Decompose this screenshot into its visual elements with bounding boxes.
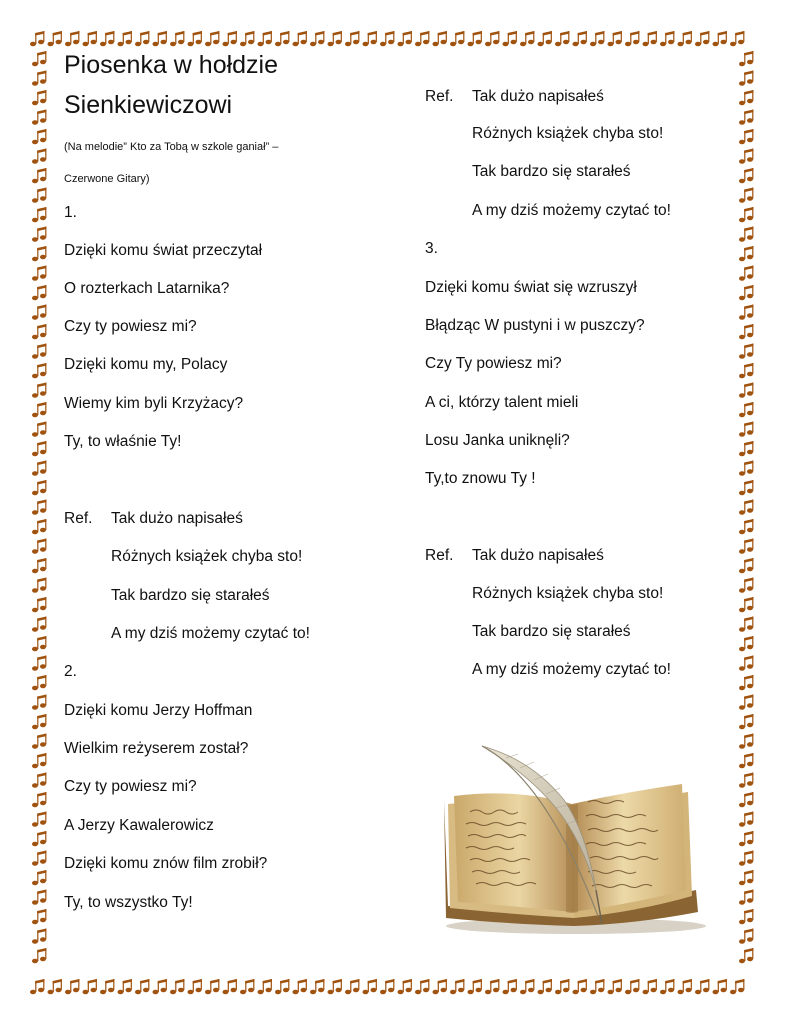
music-note-icon [739,168,753,183]
music-note-icon [739,539,753,554]
music-note-icon [739,480,753,495]
verse-1-line: Dzięki komu my, Polacy [64,356,228,373]
music-note-icon [739,558,753,573]
music-note-icon [32,519,46,534]
music-note-icon [32,773,46,788]
refrain-line: Tak bardzo się starałeś [111,587,270,604]
music-note-border-left [30,28,52,998]
music-note-border-bottom [30,976,759,998]
music-note-icon [32,890,46,905]
music-note-icon [739,831,753,846]
verse-1-line: Wiemy kim byli Krzyżacy? [64,395,244,412]
refrain-label: Ref. [425,547,454,564]
music-note-icon [643,31,657,46]
music-note-icon [32,695,46,710]
music-note-icon [32,441,46,456]
music-note-icon [739,110,753,125]
music-note-icon [739,714,753,729]
music-note-icon [555,979,569,994]
music-note-icon [32,714,46,729]
music-note-icon [328,31,342,46]
music-note-icon [32,500,46,515]
music-note-icon [739,734,753,749]
verse-2-number: 2. [64,663,77,680]
music-note-icon [739,909,753,924]
music-note-icon [32,246,46,261]
music-note-icon [32,149,46,164]
music-note-icon [739,812,753,827]
refrain-label: Ref. [425,88,454,105]
music-note-icon [32,461,46,476]
music-note-icon [608,31,622,46]
music-note-icon [739,695,753,710]
music-note-icon [32,558,46,573]
subtitle-line-2: Czerwone Gitary) [64,173,150,185]
music-note-icon [32,110,46,125]
music-note-icon [32,792,46,807]
music-note-icon [32,305,46,320]
music-note-icon [32,948,46,963]
music-note-border-right [737,28,759,998]
music-note-icon [739,461,753,476]
refrain-label: Ref. [64,510,93,527]
music-note-icon [275,979,289,994]
music-note-icon [739,129,753,144]
music-note-icon [678,979,692,994]
music-note-icon [730,31,744,46]
music-note-icon [625,979,639,994]
verse-3-line: Losu Janka uniknęli? [425,432,570,449]
music-note-icon [32,90,46,105]
page-title-line-2: Sienkiewiczowi [64,91,233,119]
music-note-icon [739,441,753,456]
music-note-icon [573,31,587,46]
music-note-icon [65,31,79,46]
music-note-icon [30,979,44,994]
verse-2-line: Czy ty powiesz mi? [64,778,197,795]
music-note-icon [713,979,727,994]
music-note-icon [310,979,324,994]
verse-2-line: Dzięki komu Jerzy Hoffman [64,702,253,719]
music-note-icon [65,979,79,994]
music-note-icon [275,31,289,46]
refrain-line: Różnych książek chyba sto! [472,125,664,142]
music-note-icon [30,31,44,46]
music-note-icon [345,31,359,46]
refrain-line: A my dziś możemy czytać to! [472,661,671,678]
music-note-icon [739,890,753,905]
music-note-icon [293,31,307,46]
music-note-icon [695,979,709,994]
music-note-icon [678,31,692,46]
music-note-icon [660,979,674,994]
music-note-icon [32,344,46,359]
music-note-icon [328,979,342,994]
music-note-icon [32,831,46,846]
music-note-icon [32,753,46,768]
music-note-icon [739,578,753,593]
music-note-icon [32,870,46,885]
music-note-icon [32,929,46,944]
music-note-icon [32,422,46,437]
verse-2-line: Dzięki komu znów film zrobił? [64,855,268,872]
music-note-icon [310,31,324,46]
music-note-icon [380,979,394,994]
music-note-icon [739,324,753,339]
music-note-icon [32,480,46,495]
music-note-icon [32,636,46,651]
music-note-icon [398,979,412,994]
music-note-icon [32,851,46,866]
music-note-icon [555,31,569,46]
music-note-icon [32,324,46,339]
verse-2-line: A Jerzy Kawalerowicz [64,817,214,834]
music-note-icon [398,31,412,46]
music-note-icon [739,51,753,66]
music-note-icon [240,31,254,46]
music-note-icon [739,597,753,612]
music-note-icon [48,31,62,46]
open-book-with-quill-icon [436,740,708,936]
verse-3-line: Czy Ty powiesz mi? [425,355,562,372]
music-note-icon [188,979,202,994]
music-note-icon [739,383,753,398]
music-note-icon [32,597,46,612]
music-note-icon [223,31,237,46]
music-note-icon [739,773,753,788]
music-note-icon [739,792,753,807]
refrain-line: Tak bardzo się starałeś [472,163,631,180]
verse-1-line: Czy ty powiesz mi? [64,318,197,335]
music-note-icon [739,948,753,963]
refrain-line: Tak dużo napisałeś [472,547,604,564]
music-note-icon [468,979,482,994]
music-note-icon [100,31,114,46]
music-note-icon [590,979,604,994]
refrain-line: Różnych książek chyba sto! [472,585,664,602]
music-note-icon [739,500,753,515]
music-note-icon [739,227,753,242]
verse-1-line: Ty, to właśnie Ty! [64,433,182,450]
music-note-icon [739,207,753,222]
music-note-icon [415,31,429,46]
music-note-icon [32,227,46,242]
music-note-icon [135,31,149,46]
music-note-icon [450,31,464,46]
music-note-icon [739,753,753,768]
music-note-icon [538,979,552,994]
music-note-icon [739,402,753,417]
music-note-icon [739,71,753,86]
music-note-icon [32,266,46,281]
refrain-line: A my dziś możemy czytać to! [472,202,671,219]
music-note-icon [83,979,97,994]
music-note-icon [118,979,132,994]
music-note-icon [32,168,46,183]
music-note-icon [170,979,184,994]
music-note-icon [153,31,167,46]
music-note-icon [739,344,753,359]
music-note-icon [739,519,753,534]
music-note-icon [83,31,97,46]
music-note-icon [32,363,46,378]
music-note-icon [739,188,753,203]
music-note-icon [32,383,46,398]
music-note-icon [643,979,657,994]
music-note-icon [739,422,753,437]
music-note-icon [205,979,219,994]
music-note-icon [739,929,753,944]
music-note-icon [739,149,753,164]
refrain-line: Tak dużo napisałeś [111,510,243,527]
music-note-icon [32,909,46,924]
music-note-icon [135,979,149,994]
refrain-line: A my dziś możemy czytać to! [111,625,310,642]
music-note-icon [32,617,46,632]
music-note-icon [739,266,753,281]
music-note-icon [468,31,482,46]
music-note-icon [739,870,753,885]
music-note-icon [100,979,114,994]
music-note-icon [485,31,499,46]
music-note-icon [258,979,272,994]
verse-2-line: Ty, to wszystko Ty! [64,894,193,911]
refrain-line: Różnych książek chyba sto! [111,548,303,565]
verse-3-line: Błądząc W pustyni i w puszczy? [425,317,645,334]
verse-1-line: O rozterkach Latarnika? [64,280,230,297]
music-note-icon [713,31,727,46]
verse-1-line: Dzięki komu świat przeczytał [64,242,263,259]
music-note-icon [32,402,46,417]
music-note-icon [503,979,517,994]
music-note-icon [153,979,167,994]
music-note-icon [625,31,639,46]
music-note-icon [695,31,709,46]
music-note-icon [32,188,46,203]
music-note-icon [32,675,46,690]
music-note-icon [573,979,587,994]
music-note-icon [240,979,254,994]
music-note-icon [739,851,753,866]
page-title-line-1: Piosenka w hołdzie [64,51,279,79]
music-note-icon [32,71,46,86]
music-note-icon [363,979,377,994]
music-note-icon [32,129,46,144]
music-note-icon [739,285,753,300]
music-note-icon [345,979,359,994]
music-note-icon [32,539,46,554]
music-note-icon [32,656,46,671]
music-note-icon [450,979,464,994]
verse-2-line: Wielkim reżyserem został? [64,740,249,757]
music-note-icon [32,51,46,66]
verse-3-number: 3. [425,240,438,257]
music-note-icon [32,578,46,593]
music-note-icon [170,31,184,46]
verse-1-number: 1. [64,204,77,221]
music-note-icon [730,979,744,994]
music-note-icon [205,31,219,46]
music-note-icon [188,31,202,46]
music-note-icon [538,31,552,46]
music-note-icon [32,812,46,827]
music-note-icon [32,734,46,749]
music-note-icon [520,979,534,994]
music-note-icon [520,31,534,46]
music-note-icon [380,31,394,46]
verse-3-line: Ty,to znowu Ty ! [425,470,536,487]
music-note-icon [363,31,377,46]
music-note-icon [739,617,753,632]
music-note-icon [739,305,753,320]
music-note-icon [739,363,753,378]
music-note-icon [258,31,272,46]
music-note-icon [32,207,46,222]
verse-3-line: A ci, którzy talent mieli [425,394,579,411]
verse-3-line: Dzięki komu świat się wzruszył [425,279,637,296]
music-note-icon [503,31,517,46]
refrain-line: Tak dużo napisałeś [472,88,604,105]
music-note-icon [739,675,753,690]
subtitle-line-1: (Na melodie” Kto za Tobą w szkole ganiał” – [64,141,279,153]
music-note-icon [739,656,753,671]
music-note-icon [433,979,447,994]
music-note-icon [223,979,237,994]
music-note-icon [590,31,604,46]
music-note-icon [32,285,46,300]
music-note-icon [433,31,447,46]
music-note-icon [660,31,674,46]
music-note-icon [48,979,62,994]
refrain-line: Tak bardzo się starałeś [472,623,631,640]
music-note-icon [739,636,753,651]
music-note-icon [118,31,132,46]
music-note-icon [608,979,622,994]
music-note-icon [293,979,307,994]
music-note-icon [485,979,499,994]
music-note-icon [739,90,753,105]
music-note-icon [415,979,429,994]
music-note-icon [739,246,753,261]
music-note-border-top [30,28,759,50]
